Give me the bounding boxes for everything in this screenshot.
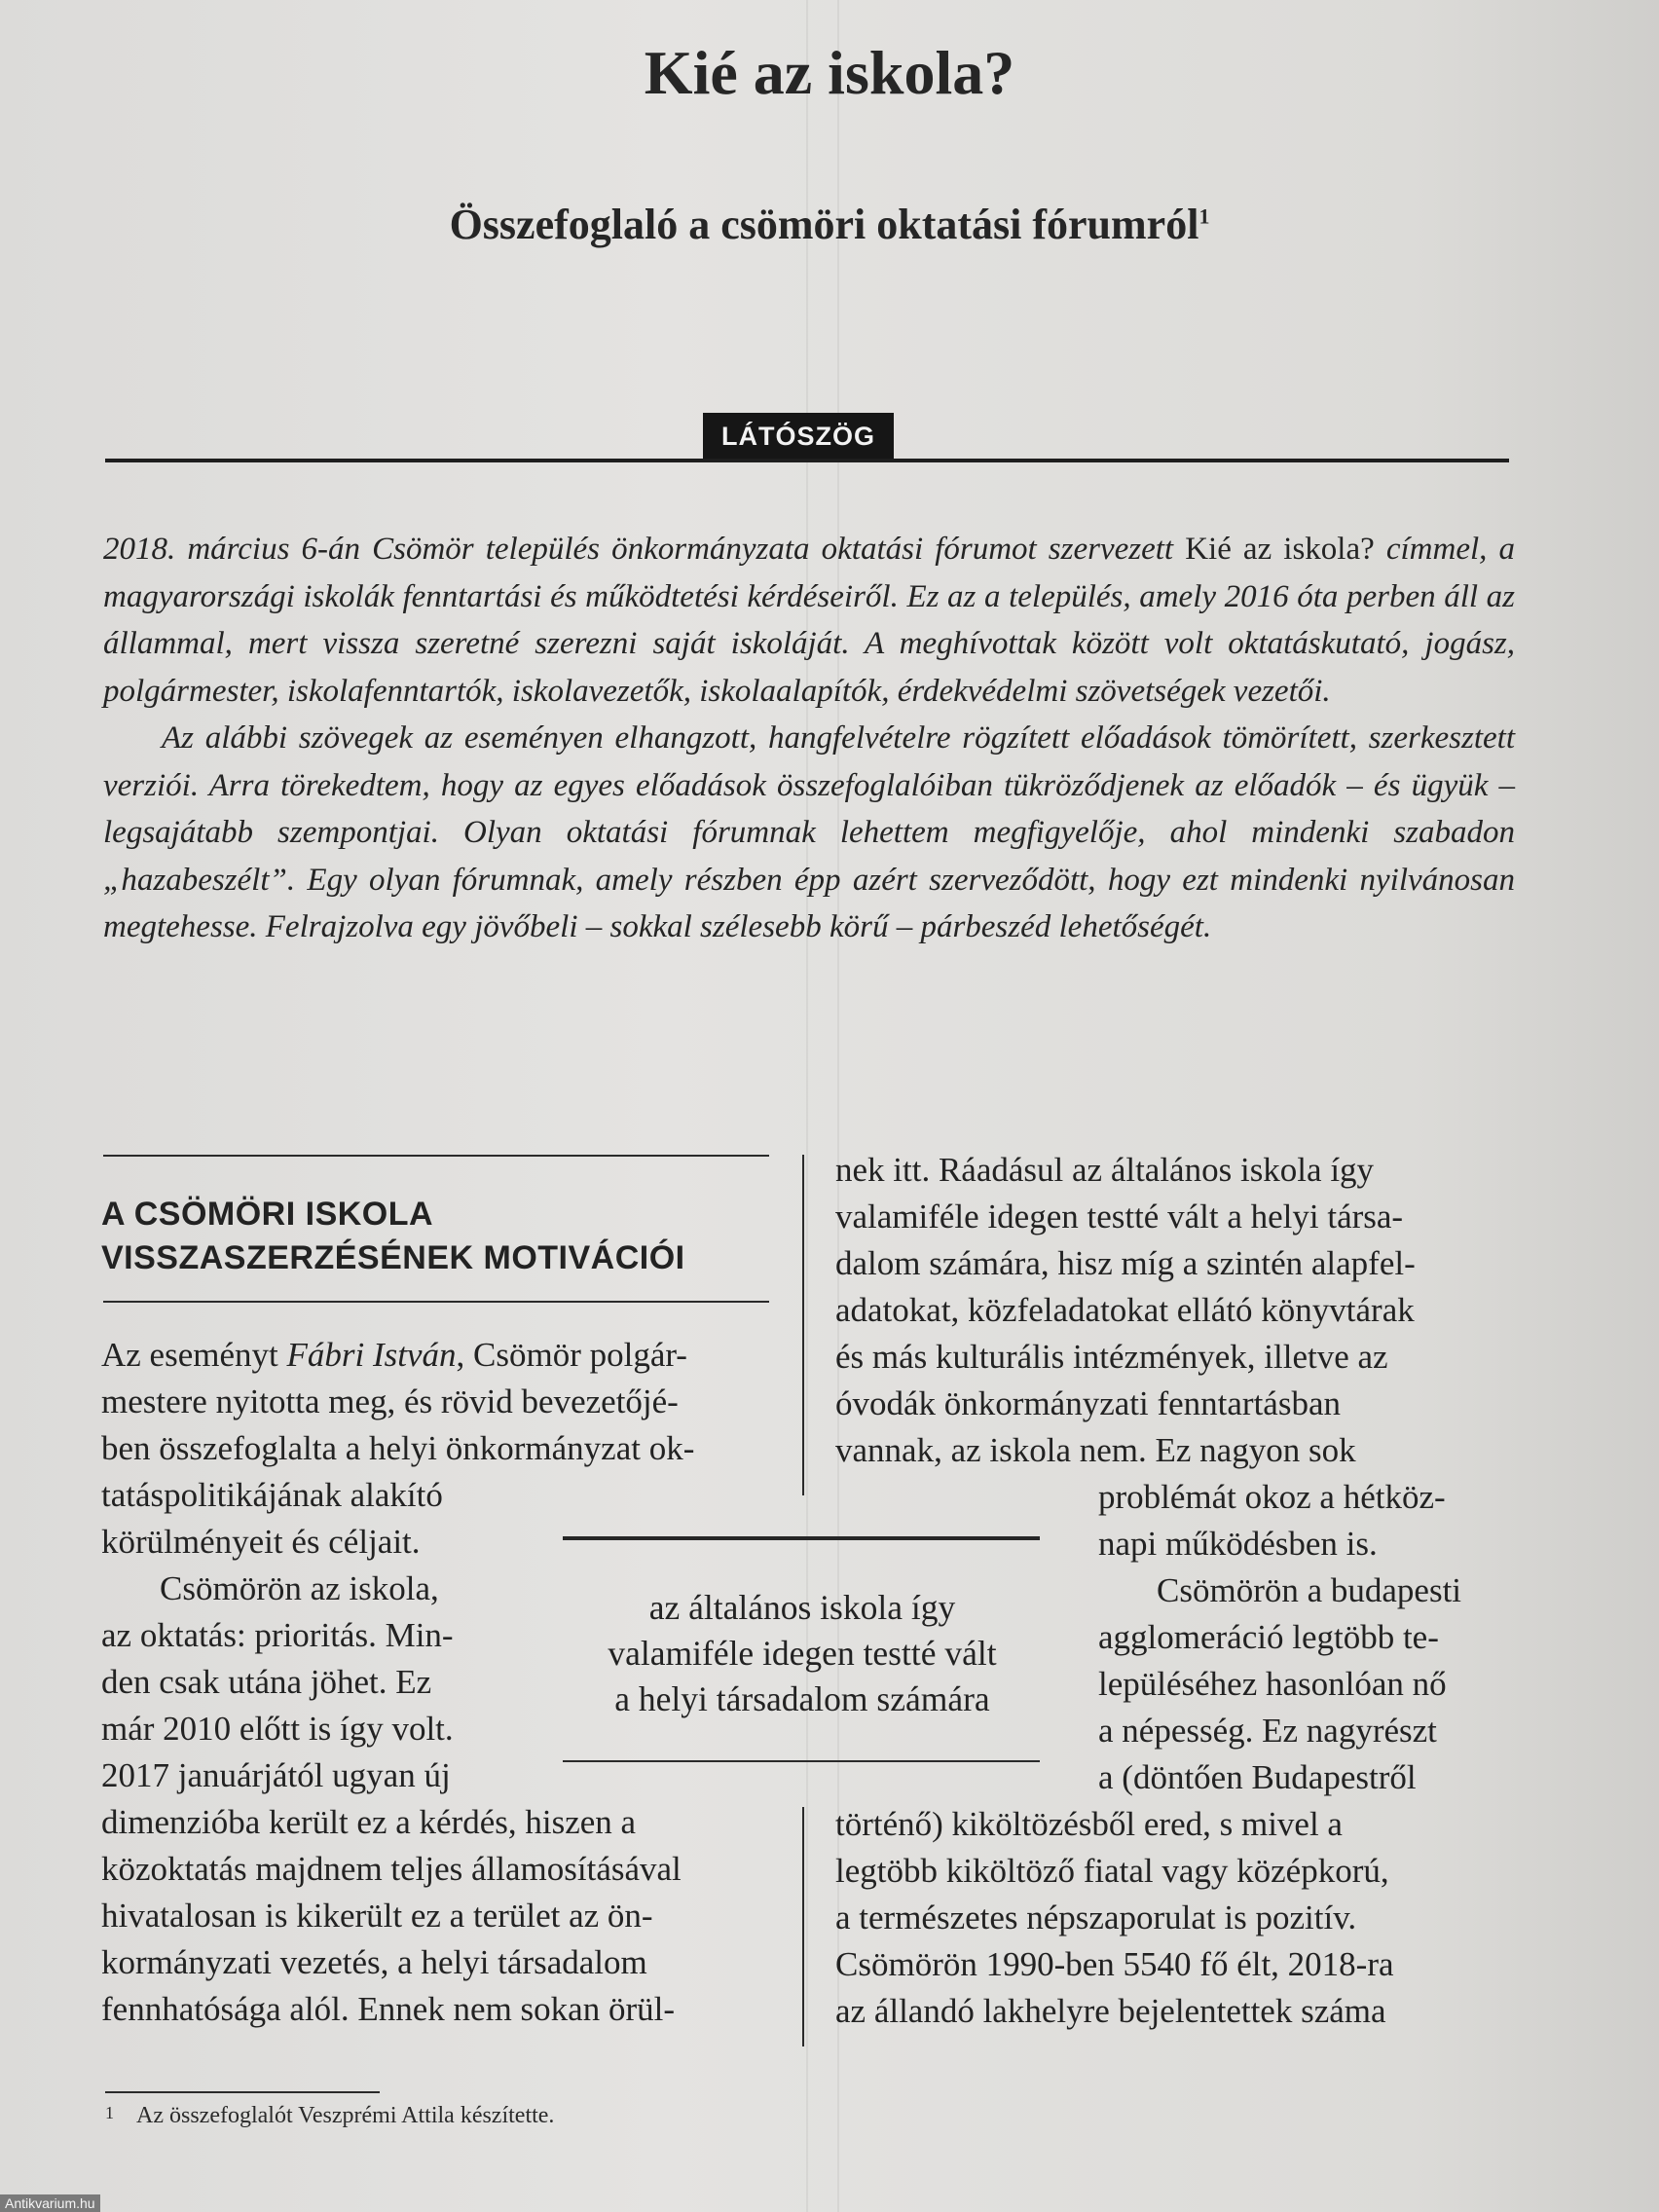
footnote-ref: 1: [1198, 203, 1210, 229]
lead-paragraph: [103, 526, 1515, 715]
article-title-text: Kié az iskola?: [644, 38, 1015, 107]
col1-line: körülményeit és céljait.: [101, 1523, 421, 1561]
col1-l1c: , Csömör polgár-: [456, 1336, 687, 1374]
column-divider-top: [802, 1155, 804, 1495]
col1-line: dimenzióba került ez a kérdés, hiszen a: [101, 1803, 637, 1841]
col2-line: adatokat, közfeladatokat ellátó könyvtárak: [835, 1291, 1415, 1329]
col2-line: napi működésben is.: [1098, 1525, 1378, 1563]
col1-line: ben összefoglalta a helyi önkormányzat ok-: [101, 1429, 695, 1467]
col2-line: dalom számára, hisz míg a szintén alapfel-: [835, 1244, 1416, 1282]
col2-line: Csömörön a budapesti: [1157, 1571, 1462, 1609]
col1-line: már 2010 előtt is így volt.: [101, 1710, 454, 1748]
col2-line: a (döntően Budapestről: [1098, 1758, 1417, 1796]
heading-top-rule: [103, 1155, 769, 1157]
col1-l1a: Az eseményt: [101, 1336, 287, 1374]
col1-line: hivatalosan is kikerült ez a terület az ön-: [101, 1897, 653, 1935]
article-subtitle-text: Összefoglaló a csömöri oktatási fórumról: [449, 201, 1199, 248]
lead-p1-part2: címmel, a magyarországi iskolák fenntartási és működtetési kérdéseiről. Ez az a település, amely 2016 óta perben áll az állammal, mert vissza szeretné szerezni saját iskoláját. A meghívottak között volt oktatáskutató, jogász, polgármester, iskolafenntartók, iskolavezetők, iskolaalapítók, érdekvédelmi szövetségek vezetői.: [103, 532, 1515, 709]
section-tag: LÁTÓSZÖG: [703, 413, 894, 460]
article-title: [0, 37, 1659, 109]
pull-quote-line-3: a helyi társadalom számára: [614, 1679, 990, 1718]
bleed-through-shadow: [806, 0, 808, 2212]
section-heading-line-1: A CSÖMÖRI ISKOLA: [101, 1196, 434, 1233]
footnote: [105, 2103, 554, 2129]
col1-speaker-name: Fábri István: [286, 1336, 457, 1374]
lead-p1-title: Kié az iskola?: [1185, 532, 1375, 567]
col1-line: mestere nyitotta meg, és rövid bevezetőjé-: [101, 1382, 679, 1420]
section-heading-line-2: VISSZASZERZÉSÉNEK MOTIVÁCIÓI: [101, 1239, 685, 1276]
col1-line: [101, 1336, 687, 1375]
section-heading: [101, 1193, 783, 1280]
footnote-rule: [105, 2091, 380, 2093]
col1-line: közoktatás majdnem teljes államosításával: [101, 1850, 682, 1888]
col2-line: az állandó lakhelyre bejelentettek száma: [835, 1992, 1386, 2030]
col1-line: az oktatás: prioritás. Min-: [101, 1616, 454, 1654]
pullquote-top-rule: [563, 1536, 1040, 1540]
watermark: Antikvarium.hu: [0, 2194, 100, 2212]
col1-line: den csak utána jöhet. Ez: [101, 1663, 432, 1701]
col2-line: valamiféle idegen testté vált a helyi társa-: [835, 1198, 1404, 1235]
heading-bottom-rule: [103, 1301, 769, 1303]
lead-p1-part1: 2018. március 6-án Csömör település önkormányzata oktatási fórumot szervezett: [103, 532, 1186, 567]
footnote-text: Az összefoglalót Veszprémi Attila készítette.: [136, 2103, 555, 2128]
col2-line: és más kulturális intézmények, illetve az: [835, 1338, 1388, 1376]
lead-text: [103, 526, 1515, 951]
col2-line: legtöbb kiköltöző fiatal vagy középkorú,: [835, 1852, 1389, 1890]
col2-line: Csömörön 1990-ben 5540 fő élt, 2018-ra: [835, 1945, 1394, 1983]
col2-line: óvodák önkormányzati fenntartásban: [835, 1384, 1341, 1422]
col1-line: 2017 januárjától ugyan új: [101, 1756, 451, 1794]
col2-line: lepüléséhez hasonlóan nő: [1098, 1665, 1447, 1703]
article-subtitle: [0, 200, 1659, 249]
col1-line: kormányzati vezetés, a helyi társadalom: [101, 1943, 647, 1981]
lead-paragraph-2: Az alábbi szövegek az eseményen elhangzott, hangfelvételre rögzített előadások tömörített, szerkesztett verziói. Arra törekedtem, hogy az egyes előadások összefoglalóiban tükröződjenek az előadók – és ügyük – legsajátabb szempontjai. Olyan oktatási fórumnak lehettem megfigyelője, ahol mindenki szabadon „hazabeszélt”. Egy olyan fórumnak, amely részben épp azért szerveződött, hogy ezt mindenki nyilvánosan megtehesse. Felrajzolva egy jövőbeli – sokkal szélesebb körű – párbeszéd lehetőségét.: [103, 720, 1515, 944]
pull-quote-line-2: valamiféle idegen testté vált: [608, 1634, 997, 1673]
col2-line: problémát okoz a hétköz-: [1098, 1478, 1446, 1516]
pull-quote: [565, 1585, 1040, 1722]
pull-quote-line-1: az általános iskola így: [648, 1588, 956, 1627]
col2-line: nek itt. Ráadásul az általános iskola így: [835, 1151, 1375, 1189]
column-divider-bottom: [802, 1807, 804, 2046]
col2-line: a népesség. Ez nagyrészt: [1098, 1712, 1437, 1750]
col1-line: fennhatósága alól. Ennek nem sokan örül-: [101, 1990, 675, 2028]
col1-line: tatáspolitikájának alakító: [101, 1476, 443, 1514]
col1-line: Csömörön az iskola,: [160, 1569, 439, 1607]
section-rule: [105, 459, 1509, 462]
pullquote-bottom-rule: [563, 1760, 1040, 1762]
col2-line: történő) kiköltözésből ered, s mivel a: [835, 1805, 1343, 1843]
col2-line: a természetes népszaporulat is pozitív.: [835, 1899, 1357, 1936]
col2-line: agglomeráció legtöbb te-: [1098, 1618, 1439, 1656]
footnote-number: 1: [105, 2103, 114, 2122]
col2-line: vannak, az iskola nem. Ez nagyon sok: [835, 1431, 1356, 1469]
